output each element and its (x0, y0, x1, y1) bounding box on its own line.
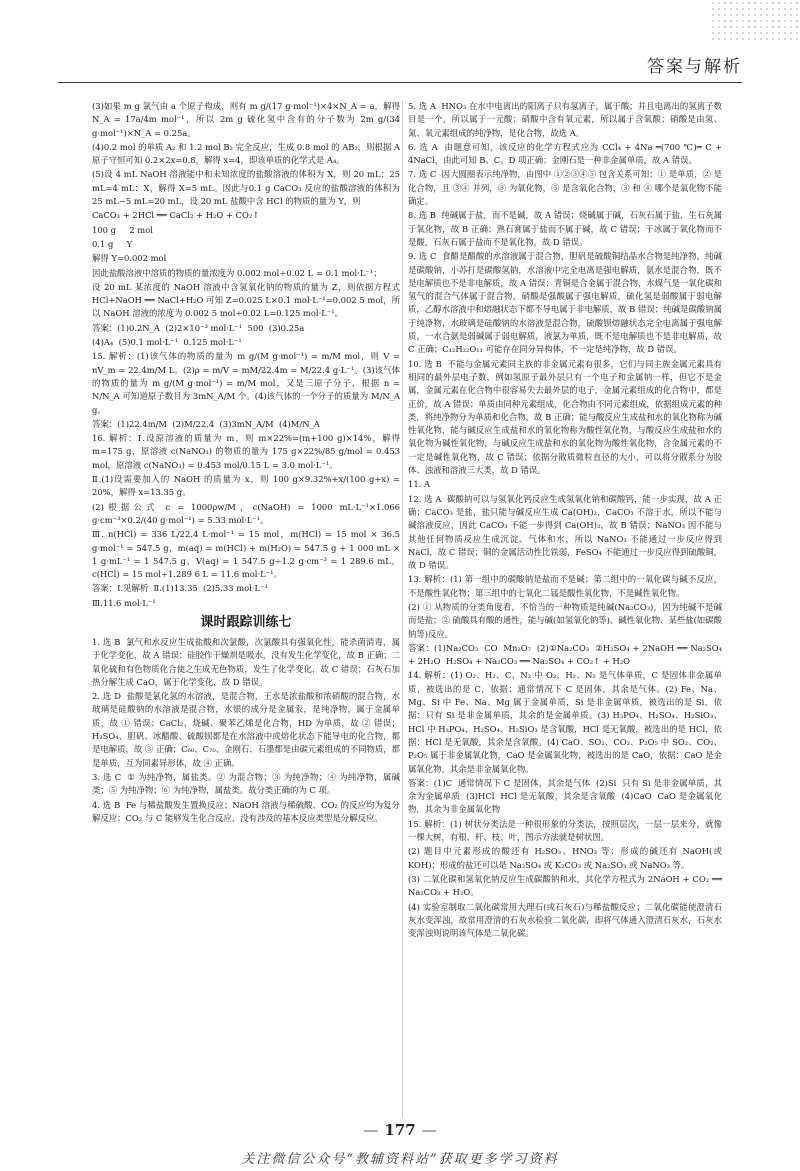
paragraph: 答案：(1)Na₂CO₃ CO Mn₂O₇ (2)①Na₂CO₃ ②H₂SO₄ + 2NaOH ══ Na₂SO₄ + 2H₂O H₂SO₄ + Na₂CO₃ ══ Na₂SO₄ + CO₂↑ + H₂O (408, 642, 725, 667)
paragraph: (2)根据公式 c = 1000ρw/M，c(NaOH) = 1000 mL·L⁻¹×1.066 g·cm⁻³×0.2/(40 g·mol⁻¹) = 5.33 mol·L⁻¹。 (92, 501, 403, 525)
paragraph: (4) 实验室制取二氧化碳常用大理石(或石灰石)与稀盐酸反应；二氧化碳能使澄清石灰水变浑浊，故常用澄清的石灰水检验二氧化碳，即将气体通入澄清石灰水，石灰水变浑浊则说明该气体是二氧化碳。 (408, 901, 722, 939)
paragraph: Ⅲ.11.6 mol·L⁻¹ (92, 597, 156, 608)
page-number: — 177 — (363, 1121, 437, 1139)
left-column (92, 100, 403, 1118)
header-title: 答案与解析 (647, 57, 742, 77)
paragraph: (3)如果 m g 氯气由 a 个原子构成，则有 m g/(17 g·mol⁻¹)×4×N_A = a，解得 N_A = 17a/4m mol⁻¹，所以 2m g 硫化氢中含有的分子数为 2m g/(34 g·mol⁻¹)×N_A = 0.25a。 (92, 101, 403, 138)
paragraph: 15. 解析：(1) 树状分类法是一种很形象的分类法，按照层次，一层一层来分，就像一棵大树，有根、杆、枝、叶，图示方法就是树状图。 (408, 818, 722, 843)
paragraph: 100 g 2 mol (92, 224, 153, 235)
paragraph: 12. 选 A 碳酸钠可以与氢氧化钙反应生成氢氧化钠和碳酸钙，能一步实现，故 A 正确；CaCO₃ 是盐，盐只能与碱反应生成 Ca(OH)₂，CaCO₃ 不溶于水，所以不能与碱溶液反应，因此 CaCO₃ 不能一步得到 Ca(OH)₂，故 B 错误；NaNO₃ 因不能与其他任何物质反应生成沉淀、气体和水，所以 NaNO₃ 不能通过一步反应得到 NaCl，故 C 错误；铜的金属活动性比铁弱，FeSO₄ 不能通过一步反应得到硫酸铜，故 D 错误。 (408, 493, 725, 571)
paragraph: 11. A (408, 479, 431, 490)
column-divider (402, 100, 403, 1118)
paragraph: (2) 题目中元素形成的酸还有 H₂SO₃、HNO₃ 等；形成的碱还有 NaOH(或 KOH)；形成的盐还可以是 Na₂SO₄ 或 K₂CO₃ 或 Na₂SO₃ 或 NaNO₃ 等。 (408, 846, 725, 870)
left-paragraphs (92, 100, 403, 610)
paragraph: (4)0.2 mol 的单质 A₂ 和 1.2 mol B₂ 完全反应，生成 0.8 mol 的 AB₂，则根据 A 原子守恒可知 0.2×2x=0.8，解得 x=4，即该单质的化学式是 A₄。 (92, 141, 403, 166)
paragraph: 2. 选 D 盐酸是氯化氢的水溶液，是混合物，王水是浓盐酸和浓硝酸的混合物，水玻璃是硅酸钠的水溶液是混合物，水银的成分是金属汞，是纯净物，属于金属单质，故 ① 错误；CaCl₂、烧碱、聚苯乙烯是化合物，HD 为单质，故 ② 错误；H₂SO₄、胆矾、冰醋酸、硫酸钡都是在水溶液中或熔化状态下能导电的化合物，都是电解质，故 ③ 正确；C₆₀、C₇₀、金刚石、石墨都是由碳元素组成的不同物质，都是单质，互为同素异形体，故 ④ 正确。 (92, 691, 400, 768)
section-title: 课时跟踪训练七 (200, 614, 292, 630)
paragraph: 1. 选 B 氯气和水反应生成盐酸和次氯酸，次氯酸具有强氧化性，能杀菌消毒，属于化学变化，故 A 错误；硅胶作干燥剂是吸水，没有发生化学变化，故 B 正确；二氧化硫和有色物质化合使之生成无色物质，发生了化学变化，故 C 错误；石灰石加热分解生成 CaO，属于化学变化，故 D 错误。 (92, 636, 400, 687)
paragraph: 14. 解析：(1) O₂、H₂、C、N₂ 中 O₂、H₂、N₂ 是气体单质，C 是固体非金属单质，被选出的是 C，依据：通常情况下 C 是固体，其余是气体。(2) Fe、Na、Mg、Si 中 Fe、Na、Mg 属于金属单质，Si 是非金属单质，被选出的是 Si，依据：只有 Si 是非金属单质，其余的是金属单质。(3) H₃PO₄、H₂SO₄、H₂SiO₃、HCl 中 H₃PO₄、H₂SO₄、H₂SiO₃ 是含氧酸，HCl 是无氧酸，被选出的是 HCl，依据：HCl 是无氧酸，其余是含氧酸。(4) CaO、SO₂、CO₂、P₂O₅ 中 SO₂、CO₂、P₂O₅ 属于非金属氧化物，CaO 是金属氧化物，被选出的是 CaO，依据：CaO 是金属氧化物，其余是非金属氧化物。 (408, 670, 722, 774)
header-rule (58, 82, 742, 83)
paragraph: 6. 选 A 由题意可知，该反应的化学方程式应为 CCl₄ + 4Na ═(700 ℃)═ C + 4NaCl，由此可知 B、C、D 项正确；金刚石是一种非金属单质，故 A 错误。 (408, 141, 725, 166)
paragraph: 16. 解析：Ⅰ.设原溶液的质量为 m，则 m×22%=(m+100 g)×14%，解得 m=175 g，原溶液 c(NaNO₃) 的物质的量为 175 g×22%/85 g/mol = 0.453 mol，原溶液 c(NaNO₃) = 0.453 mol/0.15 L = 3.0 mol·L⁻¹。 (92, 433, 403, 470)
paragraph: 解得 Y=0.002 mol (92, 253, 167, 264)
paragraph: 0.1 g Y (92, 238, 133, 249)
paragraph: Ⅲ. n(HCl) = 336 L/22.4 L·mol⁻¹ = 15 mol，m(HCl) = 15 mol × 36.5 g·mol⁻¹ = 547.5 g，m(aq) = m(HCl) + m(H₂O) = 547.5 g + 1 000 mL × 1 g·mL⁻¹ = 1 547.5 g，V(aq) = 1 547.5 g÷1.2 g·cm⁻³ = 1 289.6 mL，c(HCl) = 15 mol÷1.289 6 L = 11.6 mol·L⁻¹。 (92, 529, 403, 580)
paragraph: (4)A₄ (5)0.1 mol·L⁻¹ 0.125 mol·L⁻¹ (92, 337, 242, 348)
paragraph: (2) ① 从物质的分类角度看，不恰当的一种物质是纯碱(Na₂CO₃)，因为纯碱不是碱而是盐；② 硫酸具有酸的通性，能与碱(如氢氧化钠等)、碱性氧化物、某些盐(如碳酸钠等)反应。 (408, 601, 722, 639)
paragraph: 3. 选 C ① 为纯净物，属盐类。② 为混合物；③ 为纯净物；④ 为纯净物，属碱类；⑤ 为纯净物；⑥ 为纯净物，属盐类。故分类正确的为 C 项。 (92, 771, 400, 796)
paragraph: 5. 选 A HNO₃ 在水中电离出的阳离子只有氢离子，属于酸；并且电离出的氢离子数目是一个，所以属于一元酸；硝酸中含有氧元素，所以属于含氧酸；硝酸是由氢、氮、氧元素组成的纯净物，是化合物，故选 A。 (408, 101, 722, 138)
paragraph: 因此盐酸溶液中溶质的物质的量浓度为 0.002 mol÷0.02 L = 0.1 mol·L⁻¹； (92, 267, 382, 278)
decorative-dot-pattern (710, 0, 800, 40)
paragraph: 8. 选 B 纯碱属于盐，而不是碱，故 A 错误；烧碱属于碱，石灰石属于盐，生石灰属于氧化物，故 B 正确；熟石膏属于盐而不属于碱，故 C 错误；干冰属于氧化物而不是酸，石灰石属于盐而不是氧化物，故 D 错误。 (408, 210, 722, 247)
paragraph: 4. 选 B Fe 与稀盐酸发生置换反应；NaOH 溶液与稀硫酸、CO₂ 的反应均为复分解反应；CO₂ 与 C 能够发生化合反应，没有涉及的基本反应类型是分解反应。 (92, 799, 400, 823)
right-column (408, 100, 725, 1118)
paragraph: 13. 解析：(1) 第一组中的碳酸钠是盐而不是碱；第二组中的一氧化碳与碱不反应，不是酸性氧化物；第三组中的七氧化二锰是酸性氧化物，不是碱性氧化物。 (408, 574, 722, 598)
paragraph: 9. 选 C 食醋是醋酸的水溶液属于混合物，胆矾是硫酸铜结晶水合物是纯净物，纯碱是碳酸钠，小苏打是碳酸氢钠，水溶液中完全电离是强电解质，氨水是混合物，既不是电解质也不是非电解质，故 A 错误；青铜是合金属于混合物，水煤气是一氧化碳和氢气的混合气体属于混合物，硝酸是强酸属于强电解质，硫化氢是弱酸属于弱电解质，乙醇水溶液中和熔融状态下都不导电属于非电解质，故 B 错误；纯碱是碳酸钠属于纯净物，水玻璃是硅酸钠的水溶液是混合物，硫酸钡熔融状态完全电离属于强电解质，一水合氨是弱碱属于弱电解质，液氯为单质，既不是电解质也不是非电解质，故 C 正确；C₁₂H₂₂O₁₁ 可能存在同分异构体，不一定是纯净物，故 D 错误。 (408, 251, 725, 355)
paragraph: Ⅱ.(1)设需要加入的 NaOH 的质量为 x，则 100 g×9.32%+x/(100 g+x) = 20%，解得 x=13.35 g。 (92, 474, 403, 498)
left-paragraphs-2 (92, 636, 400, 825)
paragraph: 设 20 mL 某浓度的 NaOH 溶液中含氢氧化钠的物质的量为 Z，则依据方程式 HCl+NaOH ══ NaCl+H₂O 可知 Z=0.025 L×0.1 mol·L⁻¹=0.002 5 mol，所以 NaOH 溶液的浓度为 0.002 5 mol÷0.02 L=0.125 mol·L⁻¹。 (92, 281, 403, 319)
footer-note: 关注微信公众号“教辅资料站”获取更多学习资料 (241, 1152, 559, 1167)
paragraph: 7. 选 C 因大圆圈表示纯净物，由图中 ①②③④⑤ 包含关系可知：① 是单质，② 是化合物，且 ③④ 并列，③ 为氧化物，⑤ 是含氧化合物，③ 和 ④ 哪个是氧化物不能确定。 (408, 169, 722, 207)
paragraph: 15. 解析：(1)该气体的物质的量为 m g/(M g·mol⁻¹) = m/M mol，则 V = nV_m = 22.4m/M L。(2)ρ = m/V = mM/22.4m = M/22.4 g·L⁻¹。(3)该气体的物质的量为 m g/(M g·mol⁻¹) = m/M mol，又是三原子分子，根据 n = N/N_A 可知道原子数目为 3mN_A/M 个。(4)该气体的一个分子的质量为 M/N_A g。 (92, 351, 403, 415)
paragraph: (3) 二氧化碳和氢氧化钠反应生成碳酸钠和水，其化学方程式为 2NaOH + CO₂ ══ Na₂CO₃ + H₂O。 (408, 873, 725, 898)
paragraph: 10. 选 B 不能与金属元素同主族的非金属元素有很多，它们与同主族金属元素具有相同的最外层电子数，例如氢原子最外层只有一个电子和金属钠一样，但它不是金属，金属元素在化合物中很容易失去最外层的电子，金属元素组成的化合物中，都是正价，故 A 错误；单质由同种元素组成，化合物由不同元素组成，依据组成元素的种类，将纯净物分为单质和化合物，故 B 正确；能与酸反应生成盐和水的氧化物称为碱性氧化物，能与碱反应生成盐和水的氧化物称为酸性氧化物，与酸反应生成盐和水的氧化物为碱性氧化物，与碱反应生成盐和水的氧化物为酸性氧化物，含金属元素的不一定是碱性氧化物，故 C 错误；依据分散质微粒直径的大小，可以将分散系分为胶体、浊液和溶液三大类，故 D 错误。 (408, 358, 722, 476)
paragraph: 答案：(1)0.2N_A (2)2×10⁻³ mol·L⁻¹ 500 (3)0.25a (92, 322, 305, 333)
paragraph: (5)设 4 mL NaOH 溶液能中和未知浓度的盐酸溶液的体积为 X，则 20 mL：25 mL=4 mL：X，解得 X=5 mL。因此与0.1 g CaCO₃ 反应的盐酸溶液的体积为 25 mL−5 mL=20 mL，设 20 mL 盐酸中含 HCl 的物质的量为 Y，则 (92, 169, 403, 207)
right-paragraphs (408, 100, 725, 940)
page-number-value: 177 (384, 1121, 416, 1139)
paragraph: CaCO₃ + 2HCl ══ CaCl₂ + H₂O + CO₂↑ (92, 210, 260, 221)
paragraph: 答案：Ⅰ.见解析 Ⅱ.(1)13.35 (2)5.33 mol·L⁻¹ (92, 583, 268, 594)
paragraph: 答案：(1)22.4m/M (2)M/22.4 (3)3mN_A/M (4)M/N_A (92, 418, 320, 429)
paragraph: 答案：(1)C 通常情况下 C 是固体，其余是气体 (2)Si 只有 Si 是非金属单质，其余为金属单质 (3)HCl HCl 是无氧酸，其余是含氧酸 (4)CaO CaO 是金属氧化物，其余为非金属氧化物 (408, 777, 722, 815)
page-header (0, 0, 800, 84)
